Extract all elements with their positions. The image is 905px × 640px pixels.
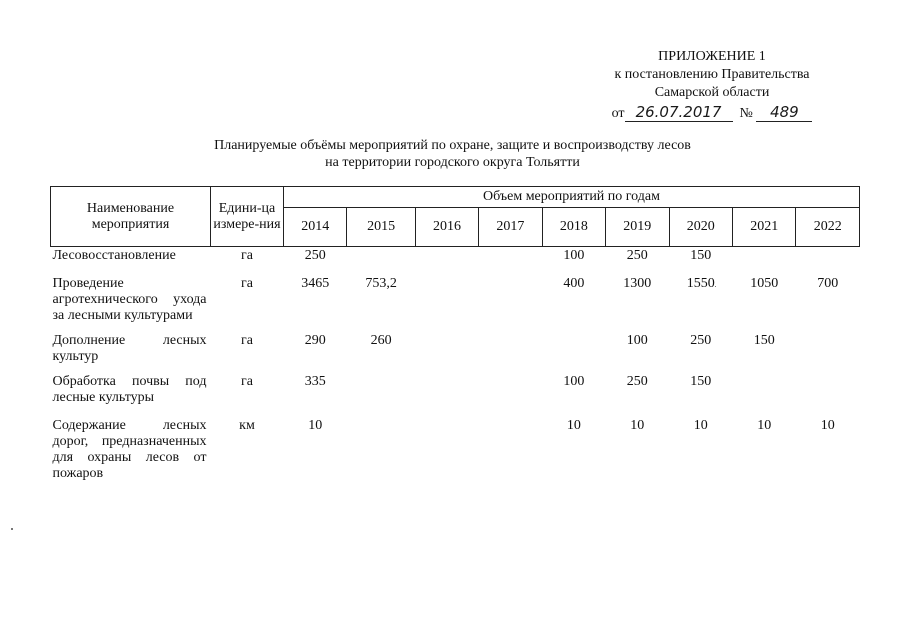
value-cell-2022 (796, 331, 860, 371)
table-row (51, 270, 860, 331)
value-cell-2021: 1050 (750, 276, 779, 291)
forest-measures-table (50, 186, 860, 482)
value-cell-2019: 250 (626, 248, 648, 263)
value-cell-2014: 250 (304, 248, 326, 263)
value-cell-2021: 150 (753, 333, 775, 348)
header-year-2016: 2016 (415, 208, 478, 247)
measure-unit: га (241, 276, 253, 291)
value-cell-2019: 100 (626, 333, 648, 348)
value-cell-2018 (542, 331, 605, 371)
scan-speck (715, 286, 716, 287)
value-cell-2017 (479, 371, 542, 416)
measure-unit: га (241, 374, 253, 389)
handwritten-date: 26.07.2017 (625, 103, 733, 122)
appendix-block (597, 48, 827, 123)
appendix-decree-line: к постановлению Правительства (614, 67, 810, 82)
header-year-2018: 2018 (542, 208, 605, 247)
appendix-date-number-line (597, 103, 827, 123)
value-cell-2022: 700 (817, 276, 839, 291)
table-row (51, 416, 860, 482)
value-cell-2020: 150 (690, 374, 712, 389)
value-cell-2021 (732, 371, 795, 416)
value-cell-2014: 335 (304, 374, 326, 389)
scan-speck (11, 528, 13, 530)
value-cell-2017 (479, 247, 542, 271)
value-cell-2017 (479, 416, 542, 482)
measure-name: Лесовосстановление (52, 248, 176, 263)
value-cell-2014: 290 (304, 333, 326, 348)
value-cell-2021 (732, 247, 795, 271)
value-cell-2020: 10 (693, 418, 708, 433)
number-label: № (739, 106, 753, 121)
header-unit: Едини-ца измере-ния (211, 187, 284, 247)
value-cell-2016 (415, 331, 478, 371)
handwritten-number: 489 (756, 103, 812, 122)
table-row (51, 247, 860, 271)
header-year-2015: 2015 (347, 208, 415, 247)
value-cell-2015 (347, 247, 415, 271)
measure-name: Содержание лесных дорог, предназначенных для охраны лесов от пожаров (52, 418, 207, 481)
table-row (51, 331, 860, 371)
header-year-2020: 2020 (669, 208, 732, 247)
measure-name: Проведение агротехнического ухода за лесными культурами (52, 276, 207, 323)
value-cell-2022 (796, 371, 860, 416)
appendix-title: ПРИЛОЖЕНИЕ 1 (658, 49, 766, 64)
appendix-region-line: Самарской области (654, 85, 770, 100)
value-cell-2014: 10 (308, 418, 323, 433)
value-cell-2017 (479, 331, 542, 371)
value-cell-2015 (347, 371, 415, 416)
value-cell-2019: 1300 (623, 276, 652, 291)
value-cell-2019: 10 (630, 418, 645, 433)
document-title (0, 137, 905, 171)
value-cell-2014: 3465 (301, 276, 330, 291)
header-year-2017: 2017 (479, 208, 542, 247)
value-cell-2015: 753,2 (365, 276, 397, 291)
header-year-2014: 2014 (284, 208, 347, 247)
value-cell-2018: 400 (563, 276, 585, 291)
measure-unit: га (241, 248, 253, 263)
header-name: Наименование мероприятия (51, 187, 211, 247)
value-cell-2017 (479, 270, 542, 331)
table-row (51, 371, 860, 416)
value-cell-2020: 1550 (686, 276, 715, 291)
header-year-2019: 2019 (606, 208, 669, 247)
value-cell-2015: 260 (370, 333, 392, 348)
value-cell-2018: 10 (566, 418, 581, 433)
measure-unit: км (239, 418, 255, 433)
value-cell-2021: 10 (757, 418, 772, 433)
document-title-line-1: Планируемые объёмы мероприятий по охране, защите и воспроизводству лесов (214, 138, 691, 153)
value-cell-2022 (796, 247, 860, 271)
value-cell-2020: 150 (690, 248, 712, 263)
value-cell-2015 (347, 416, 415, 482)
header-years-group: Объем мероприятий по годам (284, 187, 860, 208)
value-cell-2020: 250 (690, 333, 712, 348)
header-year-2022: 2022 (796, 208, 860, 247)
value-cell-2016 (415, 371, 478, 416)
header-year-2021: 2021 (732, 208, 795, 247)
document-title-line-2: на территории городского округа Тольятти (325, 155, 580, 170)
value-cell-2018: 100 (563, 248, 585, 263)
value-cell-2016 (415, 416, 478, 482)
measure-name: Обработка почвы под лесные культуры (52, 374, 207, 405)
value-cell-2018: 100 (563, 374, 585, 389)
value-cell-2022: 10 (820, 418, 835, 433)
value-cell-2016 (415, 270, 478, 331)
value-cell-2016 (415, 247, 478, 271)
table-header (51, 187, 860, 247)
from-prefix: от (611, 106, 625, 121)
value-cell-2019: 250 (626, 374, 648, 389)
measure-unit: га (241, 333, 253, 348)
measure-name: Дополнение лесных культур (52, 333, 207, 364)
table-body (51, 247, 860, 483)
